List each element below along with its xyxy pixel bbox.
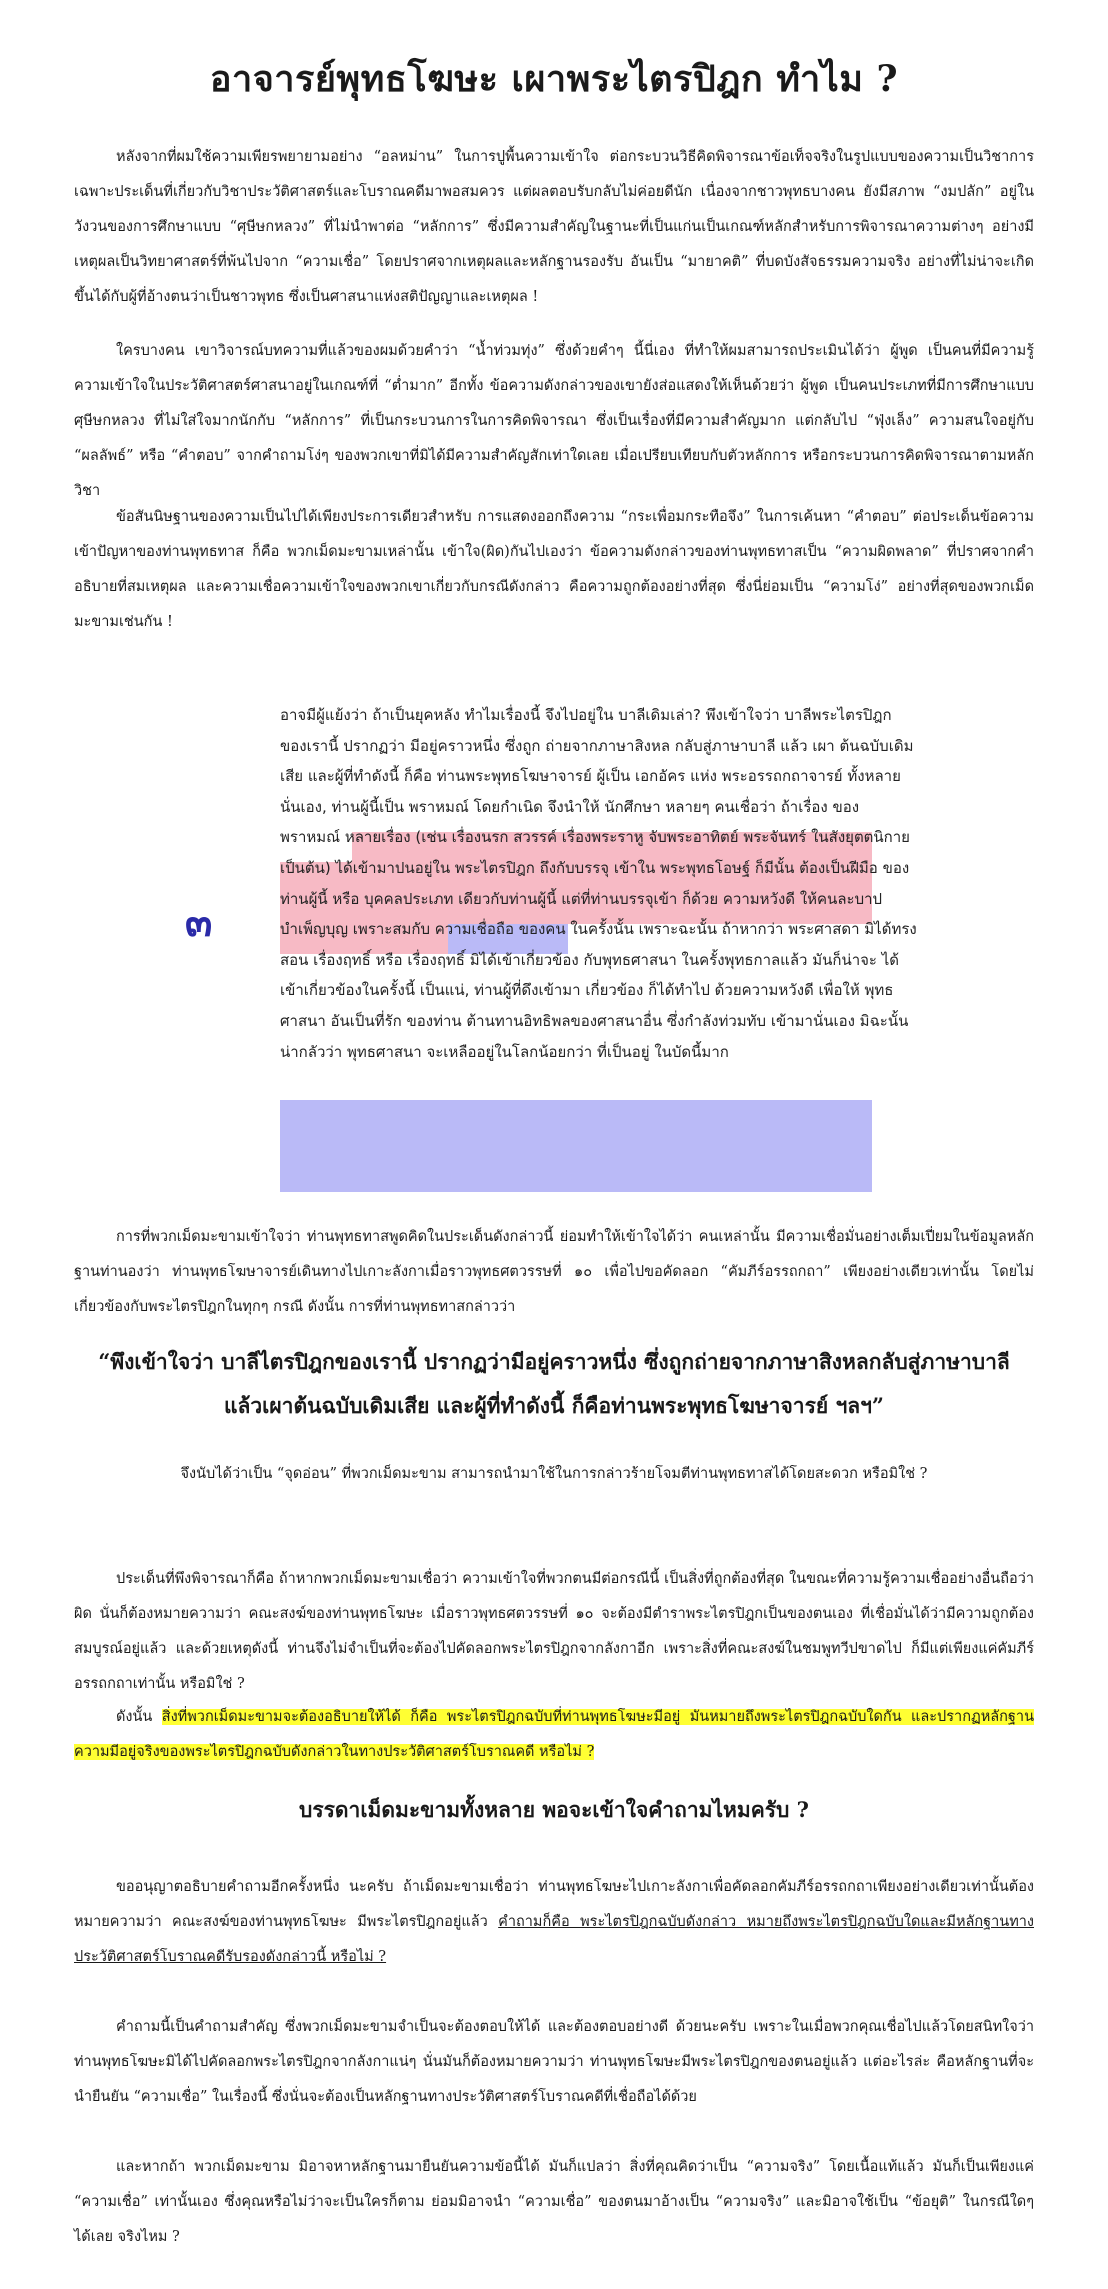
paragraph-3: ข้อสันนิษฐานของความเป็นไปได้เพียงประการเดียวสำหรับ การแสดงออกถึงความ “กระเพื่อมกระทือจึง” ในการเค้นหา “คำตอบ” ต่อประเด็นข้อความเข้าปัญหาของท่านพุทธทาส ก็คือ พวกเม็ดมะขามเหล่านั้น เข้าใจ(ผิด)กันไปเองว่า ข้อความดังกล่าวของท่านพุทธทาสเป็น “ความผิดพลาด” ที่ปราศจากคำอธิบายที่สมเหตุผล และความเชื่อความเข้าใจของพวกเขาเกี่ยวกับกรณีดังกล่าว คือความถูกต้องอย่างที่สุด ซึ่งนี่ย่อมเป็น “ความโง่” อย่างที่สุดของพวกเม็ดมะขามเช่นกัน ! [74, 509, 1034, 630]
note-line: จึงนับได้ว่าเป็น “จุดอ่อน” ที่พวกเม็ดมะขาม สามารถนำมาใช้ในการกล่าวร้ายโจมตีท่านพุทธทาสได้โดยสะดวก หรือมิใช่ ? [180, 1466, 928, 1482]
page-title: อาจารย์พุทธโฆษะ เผาพระไตรปิฎก ทำไม ? [209, 58, 899, 100]
question-heading: บรรดาเม็ดมะขามทั้งหลาย พอจะเข้าใจคำถามไหมครับ ? [299, 1797, 809, 1822]
paragraph-6 [74, 1700, 1034, 1770]
quote-line-2: แล้วเผาต้นฉบับเดิมเสีย และผู้ที่ทำดังนี้ ก็คือท่านพระพุทธโฆษาจารย์ ฯลฯ” [223, 1393, 884, 1418]
paragraph-6-lead: ดังนั้น [116, 1709, 162, 1725]
paragraph-7-underlined: คำถามก็คือ พระไตรปิฎกฉบับดังกล่าว หมายถึงพระไตรปิฎกฉบับใดและมีหลักฐานทางประวัติศาสตร์โบราณคดีรับรองดังกล่าวนี้ หรือไม่ ? [74, 1914, 1034, 1965]
paragraph-1: หลังจากที่ผมใช้ความเพียรพยายามอย่าง “อลหม่าน” ในการปูพื้นความเข้าใจ ต่อกระบวนวิธีคิดพิจารณาข้อเท็จจริงในรูปแบบของความเป็นวิชาการ เฉพาะประเด็นที่เกี่ยวกับวิชาประวัติศาสตร์และโบราณคดีมาพอสมควร แต่ผลตอบรับกลับไม่ค่อยดีนัก เนื่องจากชาวพุทธบางคน ยังมีสภาพ “งมปลัก” อยู่ในวังวนของการศึกษาแบบ “ศุษีษกหลวง” ที่ไม่นำพาต่อ “หลักการ” ซึ่งมีความสำคัญในฐานะที่เป็นแก่นเป็นเกณฑ์หลักสำหรับการพิจารณาความต่างๆ อย่างมีเหตุผลเป็นวิทยาศาสตร์ที่พ้นไปจาก “ความเชื่อ” โดยปราศจากเหตุผลและหลักฐานรองรับ อันเป็น “มายาคติ” ที่บดบังสัจธรรมความจริง อย่างที่ไม่น่าจะเกิดขึ้นได้กับผู้ที่อ้างตนว่าเป็นชาวพุทธ ซึ่งเป็นศาสนาแห่งสติปัญญาและเหตุผล ! [74, 149, 1034, 305]
paragraph-4: การที่พวกเม็ดมะขามเข้าใจว่า ท่านพุทธทาสพูดคิดในประเด็นดังกล่าวนี้ ย่อมทำให้เข้าใจได้ว่า คนเหล่านั้น มีความเชื่อมั่นอย่างเต็มเปี่ยมในข้อมูลหลักฐานท่านองว่า ท่านพุทธโฆษาจารย์เดินทางไปเกาะลังกาเมื่อราวพุทธศตวรรษที่ ๑๐ เพื่อไปขอคัดลอก “คัมภีร์อรรถกถา” เพียงอย่างเดียวเท่านั้น โดยไม่เกี่ยวข้องกับพระไตรปิฎกในทุกๆ กรณี ดังนั้น การที่ท่านพุทธทาสกล่าวว่า [74, 1229, 1034, 1315]
paragraph-7 [74, 1870, 1034, 1975]
scan-page-number: ๓ [185, 899, 213, 946]
highlight-blue [280, 1100, 872, 1192]
paragraph-5: ประเด็นที่พึงพิจารณาก็คือ ถ้าหากพวกเม็ดมะขามเชื่อว่า ความเข้าใจที่พวกตนมีต่อกรณีนี้ เป็นสิ่งที่ถูกต้องที่สุด ในขณะที่ความรู้ความเชื่ออย่างอื่นถือว่าผิด นั่นก็ต้องหมายความว่า คณะสงฆ์ของท่านพุทธโฆษะ เมื่อราวพุทธศตวรรษที่ ๑๐ จะต้องมีตำราพระไตรปิฎกเป็นของตนเอง ที่เชื่อมั่นได้ว่ามีความถูกต้องสมบูรณ์อยู่แล้ว และด้วยเหตุดังนี้ ท่านจึงไม่จำเป็นที่จะต้องไปคัดลอกพระไตรปิฎกจากลังกาอีก เพราะสิ่งที่คณะสงฆ์ในชมพูทวีปขาดไป ก็มีแต่เพียงแค่คัมภีร์อรรถกถาเท่านั้น หรือมิใช่ ? [74, 1571, 1034, 1692]
paragraph-8: คำถามนี้เป็นคำถามสำคัญ ซึ่งพวกเม็ดมะขามจำเป็นจะต้องตอบให้ได้ และต้องตอบอย่างดี ด้วยนะครับ เพราะในเมื่อพวกคุณเชื่อไปแล้วโดยสนิทใจว่า ท่านพุทธโฆษะมิได้ไปคัดลอกพระไตรปิฎกจากลังกาแน่ๆ นั่นมันก็ต้องหมายความว่า ท่านพุทธโฆษะมีพระไตรปิฎกของตนอยู่แล้ว แต่อะไรล่ะ คือหลักฐานที่จะนำยืนยัน “ความเชื่อ” ในเรื่องนี้ ซึ่งนั่นจะต้องเป็นหลักฐานทางประวัติศาสตร์โบราณคดีที่เชื่อถือได้ด้วย [74, 2019, 1034, 2105]
paragraph-6-highlight: สิ่งที่พวกเม็ดมะขามจะต้องอธิบายให้ได้ ก็คือ พระไตรปิฎกฉบับที่ท่านพุทธโฆษะมีอยู่ มันหมายถึงพระไตรปิฎกฉบับใดกัน และปรากฏหลักฐานความมีอยู่จริงของพระไตรปิฎกฉบับดังกล่าวในทางประวัติศาสตร์โบราณคดี หรือไม่ ? [74, 1709, 1034, 1760]
quote-line-1: “พึงเข้าใจว่า บาลีไตรปิฎกของเรานี้ ปรากฏว่ามีอยู่คราวหนึ่ง ซึ่งถูกถ่ายจากภาษาสิงหลกลับสู่ภาษาบาลี [98, 1349, 1010, 1374]
paragraph-2: ใครบางคน เขาวิจารณ์บทความที่แล้วของผมด้วยคำว่า “น้ำท่วมทุ่ง” ซึ่งด้วยคำๆ นี้นี่เอง ที่ทำให้ผมสามารถประเมินได้ว่า ผู้พูด เป็นคนที่มีความรู้ ความเข้าใจในประวัติศาสตร์ศาสนาอยู่ในเกณฑ์ที่ “ต่ำมาก” อีกทั้ง ข้อความดังกล่าวของเขายังส่อแสดงให้เห็นด้วยว่า ผู้พูด เป็นคนประเภทที่มีการศึกษาแบบศุษีษกหลวง ที่ไม่ใส่ใจมากนักกับ “หลักการ” ที่เป็นกระบวนการในการคิดพิจารณา ซึ่งเป็นเรื่องที่มีความสำคัญมาก แต่กลับไป “ฟุ่งเล็ง” ความสนใจอยู่กับ “ผลลัพธ์” หรือ “คำตอบ” จากคำถามโง่ๆ ของพวกเขาที่มิได้มีความสำคัญสักเท่าใดเลย เมื่อเปรียบเทียบกับตัวหลักการ หรือกระบวนการคิดพิจารณาตามหลักวิชา [74, 343, 1034, 499]
scanned-excerpt [280, 700, 920, 1202]
scanned-excerpt-text: อาจมีผู้แย้งว่า ถ้าเป็นยุคหลัง ทำไมเรื่องนี้ จึงไปอยู่ใน บาลีเดิมเล่า? พึงเข้าใจว่า บาลีพระไตรปิฎก ของเรานี้ ปรากฏว่า มีอยู่คราวหนึ่ง ซึ่งถูก ถ่ายจากภาษาสิงหล กลับสู่ภาษาบาลี แล้ว เผา ต้นฉบับเดิม เสีย และผู้ที่ทำดังนี้ ก็คือ ท่านพระพุทธโฆษาจารย์ ผู้เป็น เอกอัคร แห่ง พระอรรถกถาจารย์ ทั้งหลาย นั่นเอง, ท่านผู้นี้เป็น พราหมณ์ โดยกำเนิด จึงนำให้ นักศึกษา หลายๆ คนเชื่อว่า ถ้าเรื่อง ของ พราหมณ์ หลายเรื่อง (เช่น เรื่องนรก สวรรค์ เรื่องพระราหู จับพระอาทิตย์ พระจันทร์ ในสังยุตตนิกาย เป็นต้น) ได้เข้ามาปนอยู่ใน พระไตรปิฎก ถึงกับบรรจุ เข้าใน พระพุทธโอษฐ์ ก็มีนั้น ต้องเป็นฝีมือ ของท่านผู้นี้ หรือ บุคคลประเภท เดียวกับท่านผู้นี้ แต่ที่ท่านบรรจุเข้า ก็ด้วย ความหวังดี ให้คนละบาปบำเพ็ญบุญ เพราะสมกับ ความเชื่อถือ ของคน ในครั้งนั้น เพราะฉะนั้น ถ้าหากว่า พระศาสดา มิได้ทรงสอน เรื่องฤทธิ์ หรือ เรื่องฤทธิ์ มิได้เข้าเกี่ยวข้อง กับพุทธศาสนา ในครั้งพุทธกาลแล้ว มันก็น่าจะ ได้เข้าเกี่ยวข้องในครั้งนี้ เป็นแน่, ท่านผู้ที่ดึงเข้ามา เกี่ยวข้อง ก็ได้ทำไป ด้วยความหวังดี เพื่อให้ พุทธศาสนา อันเป็นที่รัก ของท่าน ต้านทานอิทธิพลของศาสนาอื่น ซึ่งกำลังท่วมทับ เข้ามานั่นเอง มิฉะนั้น น่ากลัวว่า พุทธศาสนา จะเหลืออยู่ในโลกน้อยกว่า ที่เป็นอยู่ ในบัดนี้มาก [280, 706, 917, 1061]
paragraph-9: และหากถ้า พวกเม็ดมะขาม มิอาจหาหลักฐานมายืนยันความข้อนี้ได้ มันก็แปลว่า สิ่งที่คุณคิดว่าเป็น “ความจริง” โดยเนื้อแท้แล้ว มันก็เป็นเพียงแค่ “ความเชื่อ” เท่านั้นเอง ซึ่งคุณหรือไม่ว่าจะเป็นใครก็ตาม ย่อมมิอาจนำ “ความเชื่อ” ของตนมาอ้างเป็น “ความจริง” และมิอาจใช้เป็น “ข้อยุติ” ในกรณีใดๆ ได้เลย จริงไหม ? [74, 2159, 1034, 2245]
paragraph-7-lead: ขออนุญาตอธิบายคำถามอีกครั้งหนึ่ง นะครับ ถ้าเม็ดมะขามเชื่อว่า ท่านพุทธโฆษะไปเกาะลังกาเพื่อคัดลอกคัมภีร์อรรถกถาเพียงอย่างเดียวเท่านั้นต้องหมายความว่า คณะสงฆ์ของท่านพุทธโฆษะ มีพระไตรปิฎกอยู่แล้ว [74, 1879, 1034, 1930]
